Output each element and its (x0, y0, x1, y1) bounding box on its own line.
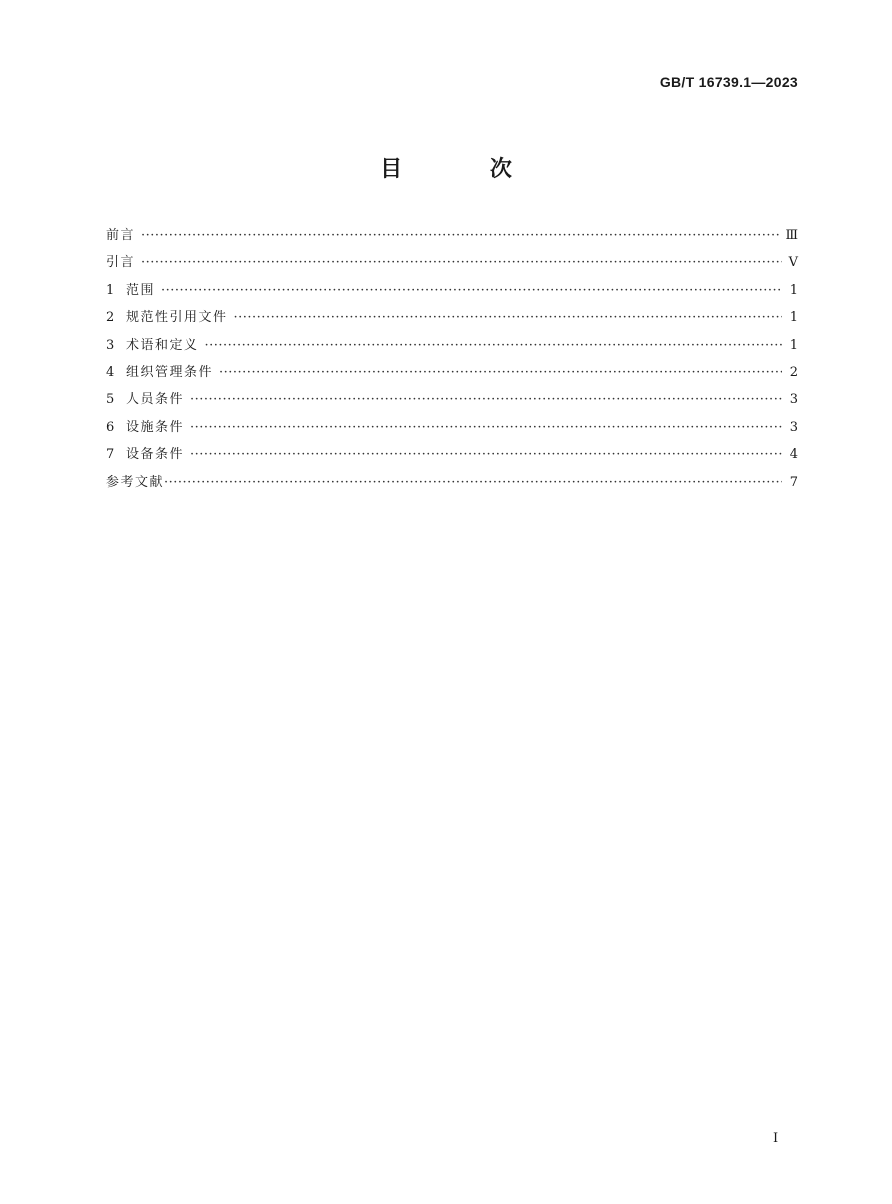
toc-leader-dots (219, 365, 782, 380)
toc-entry-introduction[interactable] (106, 251, 798, 278)
toc-entry-page: 1 (789, 282, 798, 298)
toc-entry-facilities[interactable] (106, 416, 798, 443)
page-number: Ⅰ (773, 1131, 779, 1146)
toc-entry-equipment[interactable] (106, 443, 798, 470)
toc-entry-number: 5 (106, 392, 115, 408)
toc-entry-page: 7 (789, 474, 798, 490)
toc-entry-page: Ⅴ (788, 255, 798, 271)
toc-leader-dots (205, 338, 782, 353)
toc-entry-page: 3 (789, 392, 798, 408)
toc-entry-foreword[interactable] (106, 224, 798, 251)
toc-entry-organization-management[interactable] (106, 361, 798, 388)
toc-entry-label: 引言 (106, 255, 136, 271)
toc-entry-number: 4 (106, 364, 115, 380)
toc-entry-terms-definitions[interactable] (106, 334, 798, 361)
toc-entry-number: 1 (106, 282, 115, 298)
toc-entry-page: 1 (789, 337, 798, 353)
toc-entry-label: 设施条件 (126, 419, 185, 435)
toc-entry-bibliography[interactable] (106, 471, 798, 498)
toc-entry-number: 2 (106, 310, 115, 326)
toc-entry-page: Ⅲ (785, 228, 798, 243)
toc-leader-dots (141, 228, 779, 243)
toc-entry-number: 7 (106, 447, 115, 463)
table-of-contents (106, 224, 798, 498)
standard-code: GB/T 16739.1—2023 (659, 74, 798, 90)
toc-leader-dots (190, 392, 782, 407)
toc-leader-dots (190, 447, 782, 462)
toc-entry-label: 设备条件 (126, 447, 185, 463)
toc-leader-dots (234, 310, 782, 325)
toc-entry-page: 1 (789, 310, 798, 326)
toc-entry-label: 范围 (126, 282, 156, 298)
page-title: 目 次 (380, 157, 552, 182)
toc-entry-scope[interactable] (106, 279, 798, 306)
toc-entry-number: 6 (106, 419, 115, 435)
toc-entry-personnel[interactable] (106, 388, 798, 415)
toc-entry-page: 4 (789, 447, 798, 463)
toc-leader-dots (141, 255, 782, 270)
toc-leader-dots (190, 420, 782, 435)
toc-entry-label: 术语和定义 (126, 337, 199, 353)
toc-entry-label: 前言 (106, 228, 136, 243)
toc-entry-normative-references[interactable] (106, 306, 798, 333)
toc-entry-number: 3 (106, 337, 115, 353)
toc-leader-dots (164, 475, 782, 490)
toc-entry-label: 组织管理条件 (126, 364, 214, 380)
toc-leader-dots (161, 283, 782, 298)
toc-entry-label: 规范性引用文件 (126, 310, 228, 326)
toc-entry-label: 人员条件 (126, 392, 185, 408)
toc-entry-page: 3 (789, 419, 798, 435)
toc-entry-label: 参考文献 (106, 474, 165, 490)
toc-entry-page: 2 (789, 364, 798, 380)
